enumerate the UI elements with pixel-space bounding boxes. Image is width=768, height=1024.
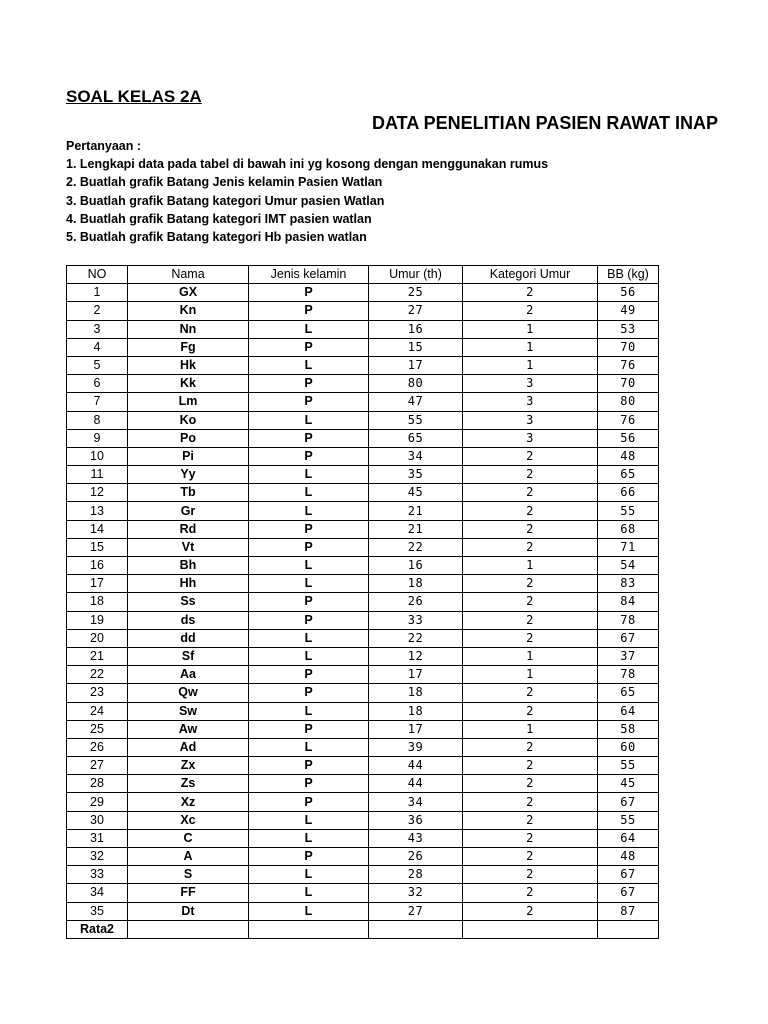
cell-bb[interactable]: 64: [598, 829, 659, 847]
cell-nama[interactable]: Ko: [128, 411, 249, 429]
cell-kategori-umur[interactable]: 2: [463, 866, 598, 884]
header-jenis-kelamin: Jenis kelamin: [249, 266, 369, 284]
cell-kategori-umur[interactable]: 2: [463, 811, 598, 829]
cell-umur[interactable]: 47: [369, 393, 463, 411]
cell-kategori-umur[interactable]: 2: [463, 848, 598, 866]
cell-nama[interactable]: Nn: [128, 320, 249, 338]
cell-nama[interactable]: Fg: [128, 338, 249, 356]
cell-no[interactable]: 8: [67, 411, 128, 429]
cell-umur[interactable]: 21: [369, 502, 463, 520]
cell-nama[interactable]: Gr: [128, 502, 249, 520]
question-item: 5. Buatlah grafik Batang kategori Hb pasien watlan: [66, 230, 367, 245]
cell-bb[interactable]: 55: [598, 757, 659, 775]
cell-bb[interactable]: 37: [598, 647, 659, 665]
cell-bb[interactable]: 78: [598, 611, 659, 629]
cell-umur[interactable]: 18: [369, 702, 463, 720]
cell-jenis-kelamin[interactable]: P: [249, 611, 369, 629]
cell-nama[interactable]: Aw: [128, 720, 249, 738]
table-row: [67, 647, 659, 665]
cell-kategori-umur[interactable]: 2: [463, 629, 598, 647]
cell-bb[interactable]: 67: [598, 629, 659, 647]
cell-bb[interactable]: 65: [598, 684, 659, 702]
cell-kategori-umur[interactable]: 2: [463, 702, 598, 720]
cell-jenis-kelamin[interactable]: L: [249, 829, 369, 847]
table-row: [67, 338, 659, 356]
cell-nama[interactable]: Sf: [128, 647, 249, 665]
header-kategori-umur: Kategori Umur: [463, 266, 598, 284]
average-cell-bb[interactable]: [598, 920, 659, 938]
cell-bb[interactable]: 49: [598, 302, 659, 320]
table-row: [67, 466, 659, 484]
cell-umur[interactable]: 27: [369, 302, 463, 320]
cell-nama[interactable]: Pi: [128, 447, 249, 465]
cell-jenis-kelamin[interactable]: L: [249, 811, 369, 829]
questions-label: Pertanyaan :: [66, 139, 142, 153]
table-row: [67, 593, 659, 611]
table-header-row: [67, 266, 659, 284]
cell-kategori-umur[interactable]: 1: [463, 720, 598, 738]
table-row: [67, 429, 659, 447]
patient-data-table: [66, 265, 659, 939]
cell-umur[interactable]: 28: [369, 866, 463, 884]
cell-nama[interactable]: Aa: [128, 666, 249, 684]
average-cell-nama[interactable]: [128, 920, 249, 938]
cell-umur[interactable]: 25: [369, 284, 463, 302]
cell-bb[interactable]: 67: [598, 866, 659, 884]
table-row: [67, 484, 659, 502]
cell-no[interactable]: 26: [67, 738, 128, 756]
cell-jenis-kelamin[interactable]: P: [249, 720, 369, 738]
cell-jenis-kelamin[interactable]: L: [249, 466, 369, 484]
cell-no[interactable]: 7: [67, 393, 128, 411]
cell-jenis-kelamin[interactable]: P: [249, 793, 369, 811]
table-row: [67, 356, 659, 374]
table-row: [67, 811, 659, 829]
cell-nama[interactable]: Bh: [128, 557, 249, 575]
cell-no[interactable]: 23: [67, 684, 128, 702]
header-no: NO: [67, 266, 128, 284]
cell-kategori-umur[interactable]: 3: [463, 375, 598, 393]
cell-kategori-umur[interactable]: 2: [463, 466, 598, 484]
header-bb: BB (kg): [598, 266, 659, 284]
cell-bb[interactable]: 70: [598, 338, 659, 356]
cell-no[interactable]: 13: [67, 502, 128, 520]
cell-nama[interactable]: Dt: [128, 902, 249, 920]
cell-nama[interactable]: Kn: [128, 302, 249, 320]
cell-nama[interactable]: Ad: [128, 738, 249, 756]
cell-bb[interactable]: 48: [598, 447, 659, 465]
table-row: [67, 848, 659, 866]
cell-nama[interactable]: Tb: [128, 484, 249, 502]
cell-no[interactable]: 28: [67, 775, 128, 793]
cell-umur[interactable]: 34: [369, 793, 463, 811]
cell-nama[interactable]: Qw: [128, 684, 249, 702]
question-item: 2. Buatlah grafik Batang Jenis kelamin Pasien Watlan: [66, 175, 383, 190]
table-row: [67, 866, 659, 884]
cell-no[interactable]: 30: [67, 811, 128, 829]
cell-kategori-umur[interactable]: 3: [463, 411, 598, 429]
cell-kategori-umur[interactable]: 2: [463, 902, 598, 920]
cell-kategori-umur[interactable]: 2: [463, 302, 598, 320]
average-cell-jenis-kelamin[interactable]: [249, 920, 369, 938]
cell-umur[interactable]: 32: [369, 884, 463, 902]
cell-jenis-kelamin[interactable]: P: [249, 375, 369, 393]
table-row: [67, 666, 659, 684]
table-row: [67, 738, 659, 756]
cell-no[interactable]: 12: [67, 484, 128, 502]
cell-no[interactable]: 25: [67, 720, 128, 738]
table-row: [67, 320, 659, 338]
cell-no[interactable]: 18: [67, 593, 128, 611]
cell-kategori-umur[interactable]: 2: [463, 502, 598, 520]
table-row: [67, 502, 659, 520]
cell-bb[interactable]: 58: [598, 720, 659, 738]
cell-kategori-umur[interactable]: 2: [463, 793, 598, 811]
cell-kategori-umur[interactable]: 1: [463, 666, 598, 684]
question-item: 3. Buatlah grafik Batang kategori Umur pasien Watlan: [66, 193, 385, 208]
cell-kategori-umur[interactable]: 2: [463, 538, 598, 556]
cell-nama[interactable]: Xc: [128, 811, 249, 829]
table-row: [67, 538, 659, 556]
cell-jenis-kelamin[interactable]: L: [249, 356, 369, 374]
cell-umur[interactable]: 55: [369, 411, 463, 429]
cell-nama[interactable]: Kk: [128, 375, 249, 393]
table-row: [67, 793, 659, 811]
cell-no[interactable]: 10: [67, 447, 128, 465]
cell-jenis-kelamin[interactable]: L: [249, 738, 369, 756]
cell-jenis-kelamin[interactable]: P: [249, 666, 369, 684]
cell-no[interactable]: 17: [67, 575, 128, 593]
cell-no[interactable]: 31: [67, 829, 128, 847]
cell-kategori-umur[interactable]: 2: [463, 447, 598, 465]
cell-bb[interactable]: 70: [598, 375, 659, 393]
cell-jenis-kelamin[interactable]: L: [249, 320, 369, 338]
cell-kategori-umur[interactable]: 2: [463, 284, 598, 302]
cell-no[interactable]: 32: [67, 848, 128, 866]
cell-jenis-kelamin[interactable]: P: [249, 775, 369, 793]
cell-nama[interactable]: A: [128, 848, 249, 866]
cell-kategori-umur[interactable]: 3: [463, 429, 598, 447]
table-row: [67, 284, 659, 302]
cell-umur[interactable]: 45: [369, 484, 463, 502]
cell-kategori-umur[interactable]: 2: [463, 611, 598, 629]
cell-bb[interactable]: 67: [598, 884, 659, 902]
cell-nama[interactable]: Sw: [128, 702, 249, 720]
cell-nama[interactable]: C: [128, 829, 249, 847]
cell-umur[interactable]: 26: [369, 593, 463, 611]
cell-jenis-kelamin[interactable]: P: [249, 593, 369, 611]
cell-umur[interactable]: 39: [369, 738, 463, 756]
table-row: [67, 775, 659, 793]
cell-kategori-umur[interactable]: 1: [463, 647, 598, 665]
cell-jenis-kelamin[interactable]: P: [249, 338, 369, 356]
cell-bb[interactable]: 48: [598, 848, 659, 866]
cell-kategori-umur[interactable]: 3: [463, 393, 598, 411]
table-row: [67, 575, 659, 593]
cell-umur[interactable]: 18: [369, 684, 463, 702]
cell-umur[interactable]: 44: [369, 757, 463, 775]
table-row: [67, 302, 659, 320]
cell-no[interactable]: 6: [67, 375, 128, 393]
average-cell-kategori-umur[interactable]: [463, 920, 598, 938]
table-row: [67, 557, 659, 575]
cell-kategori-umur[interactable]: 2: [463, 575, 598, 593]
cell-nama[interactable]: Zx: [128, 757, 249, 775]
table-row: [67, 629, 659, 647]
cell-umur[interactable]: 17: [369, 720, 463, 738]
average-row: [67, 920, 659, 938]
cell-bb[interactable]: 67: [598, 793, 659, 811]
cell-bb[interactable]: 76: [598, 411, 659, 429]
cell-umur[interactable]: 16: [369, 557, 463, 575]
cell-kategori-umur[interactable]: 2: [463, 829, 598, 847]
cell-bb[interactable]: 78: [598, 666, 659, 684]
cell-nama[interactable]: Hk: [128, 356, 249, 374]
cell-bb[interactable]: 53: [598, 320, 659, 338]
table-row: [67, 720, 659, 738]
table-body: [67, 284, 659, 921]
cell-jenis-kelamin[interactable]: P: [249, 284, 369, 302]
cell-kategori-umur[interactable]: 1: [463, 557, 598, 575]
cell-no[interactable]: 35: [67, 902, 128, 920]
cell-jenis-kelamin[interactable]: P: [249, 684, 369, 702]
cell-bb[interactable]: 54: [598, 557, 659, 575]
cell-no[interactable]: 19: [67, 611, 128, 629]
sheet-title: DATA PENELITIAN PASIEN RAWAT INAP: [372, 113, 719, 133]
cell-umur[interactable]: 17: [369, 666, 463, 684]
table-row: [67, 411, 659, 429]
table-row: [67, 520, 659, 538]
cell-nama[interactable]: Ss: [128, 593, 249, 611]
table-row: [67, 902, 659, 920]
cell-umur[interactable]: 22: [369, 538, 463, 556]
cell-jenis-kelamin[interactable]: P: [249, 848, 369, 866]
cell-nama[interactable]: Yy: [128, 466, 249, 484]
cell-no[interactable]: 9: [67, 429, 128, 447]
cell-umur[interactable]: 65: [369, 429, 463, 447]
cell-jenis-kelamin[interactable]: L: [249, 411, 369, 429]
cell-umur[interactable]: 12: [369, 647, 463, 665]
cell-umur[interactable]: 15: [369, 338, 463, 356]
table-row: [67, 684, 659, 702]
cell-no[interactable]: 20: [67, 629, 128, 647]
cell-jenis-kelamin[interactable]: L: [249, 557, 369, 575]
cell-umur[interactable]: 17: [369, 356, 463, 374]
table-row: [67, 757, 659, 775]
cell-no[interactable]: 1: [67, 284, 128, 302]
average-label: Rata2: [67, 920, 128, 938]
cell-jenis-kelamin[interactable]: L: [249, 629, 369, 647]
cell-nama[interactable]: Rd: [128, 520, 249, 538]
cell-umur[interactable]: 34: [369, 447, 463, 465]
cell-nama[interactable]: Hh: [128, 575, 249, 593]
average-cell-umur[interactable]: [369, 920, 463, 938]
table-row: [67, 611, 659, 629]
cell-no[interactable]: 14: [67, 520, 128, 538]
cell-kategori-umur[interactable]: 2: [463, 684, 598, 702]
cell-no[interactable]: 16: [67, 557, 128, 575]
cell-kategori-umur[interactable]: 2: [463, 738, 598, 756]
cell-jenis-kelamin[interactable]: L: [249, 884, 369, 902]
cell-bb[interactable]: 83: [598, 575, 659, 593]
cell-umur[interactable]: 18: [369, 575, 463, 593]
cell-no[interactable]: 29: [67, 793, 128, 811]
cell-jenis-kelamin[interactable]: P: [249, 520, 369, 538]
table-row: [67, 375, 659, 393]
cell-bb[interactable]: 87: [598, 902, 659, 920]
cell-jenis-kelamin[interactable]: P: [249, 393, 369, 411]
cell-umur[interactable]: 44: [369, 775, 463, 793]
cell-no[interactable]: 15: [67, 538, 128, 556]
cell-no[interactable]: 34: [67, 884, 128, 902]
cell-umur[interactable]: 27: [369, 902, 463, 920]
cell-bb[interactable]: 68: [598, 520, 659, 538]
cell-no[interactable]: 2: [67, 302, 128, 320]
sheet-heading: SOAL KELAS 2A: [66, 87, 202, 106]
cell-jenis-kelamin[interactable]: P: [249, 429, 369, 447]
cell-bb[interactable]: 65: [598, 466, 659, 484]
cell-kategori-umur[interactable]: 2: [463, 775, 598, 793]
cell-no[interactable]: 4: [67, 338, 128, 356]
table-row: [67, 884, 659, 902]
cell-kategori-umur[interactable]: 2: [463, 484, 598, 502]
cell-bb[interactable]: 64: [598, 702, 659, 720]
cell-kategori-umur[interactable]: 1: [463, 320, 598, 338]
cell-bb[interactable]: 45: [598, 775, 659, 793]
cell-nama[interactable]: ds: [128, 611, 249, 629]
cell-bb[interactable]: 84: [598, 593, 659, 611]
cell-nama[interactable]: Zs: [128, 775, 249, 793]
cell-kategori-umur[interactable]: 2: [463, 520, 598, 538]
cell-umur[interactable]: 22: [369, 629, 463, 647]
question-item: 4. Buatlah grafik Batang kategori IMT pasien watlan: [66, 211, 372, 226]
cell-nama[interactable]: S: [128, 866, 249, 884]
cell-nama[interactable]: dd: [128, 629, 249, 647]
table-row: [67, 702, 659, 720]
cell-nama[interactable]: Vt: [128, 538, 249, 556]
cell-umur[interactable]: 21: [369, 520, 463, 538]
cell-bb[interactable]: 55: [598, 811, 659, 829]
cell-nama[interactable]: Lm: [128, 393, 249, 411]
cell-no[interactable]: 5: [67, 356, 128, 374]
cell-bb[interactable]: 56: [598, 284, 659, 302]
cell-umur[interactable]: 26: [369, 848, 463, 866]
table-row: [67, 447, 659, 465]
cell-bb[interactable]: 71: [598, 538, 659, 556]
question-item: 1. Lengkapi data pada tabel di bawah ini yg kosong dengan menggunakan rumus: [66, 157, 549, 172]
cell-jenis-kelamin[interactable]: L: [249, 575, 369, 593]
cell-no[interactable]: 11: [67, 466, 128, 484]
cell-no[interactable]: 3: [67, 320, 128, 338]
cell-no[interactable]: 33: [67, 866, 128, 884]
cell-jenis-kelamin[interactable]: L: [249, 902, 369, 920]
cell-kategori-umur[interactable]: 1: [463, 338, 598, 356]
cell-umur[interactable]: 43: [369, 829, 463, 847]
cell-jenis-kelamin[interactable]: L: [249, 866, 369, 884]
cell-kategori-umur[interactable]: 1: [463, 356, 598, 374]
cell-kategori-umur[interactable]: 2: [463, 593, 598, 611]
header-nama: Nama: [128, 266, 249, 284]
cell-nama[interactable]: FF: [128, 884, 249, 902]
cell-nama[interactable]: Po: [128, 429, 249, 447]
cell-bb[interactable]: 60: [598, 738, 659, 756]
cell-jenis-kelamin[interactable]: L: [249, 647, 369, 665]
cell-kategori-umur[interactable]: 2: [463, 884, 598, 902]
cell-bb[interactable]: 80: [598, 393, 659, 411]
cell-jenis-kelamin[interactable]: P: [249, 757, 369, 775]
cell-no[interactable]: 22: [67, 666, 128, 684]
cell-jenis-kelamin[interactable]: P: [249, 538, 369, 556]
cell-umur[interactable]: 33: [369, 611, 463, 629]
cell-bb[interactable]: 56: [598, 429, 659, 447]
cell-no[interactable]: 21: [67, 647, 128, 665]
cell-umur[interactable]: 35: [369, 466, 463, 484]
cell-jenis-kelamin[interactable]: P: [249, 302, 369, 320]
cell-umur[interactable]: 36: [369, 811, 463, 829]
question-list: [66, 137, 548, 246]
table-row: [67, 829, 659, 847]
header-umur: Umur (th): [369, 266, 463, 284]
cell-bb[interactable]: 55: [598, 502, 659, 520]
cell-nama[interactable]: GX: [128, 284, 249, 302]
table-row: [67, 393, 659, 411]
cell-jenis-kelamin[interactable]: P: [249, 447, 369, 465]
cell-kategori-umur[interactable]: 2: [463, 757, 598, 775]
cell-jenis-kelamin[interactable]: L: [249, 484, 369, 502]
cell-jenis-kelamin[interactable]: L: [249, 502, 369, 520]
cell-no[interactable]: 27: [67, 757, 128, 775]
cell-bb[interactable]: 76: [598, 356, 659, 374]
cell-umur[interactable]: 80: [369, 375, 463, 393]
cell-umur[interactable]: 16: [369, 320, 463, 338]
cell-jenis-kelamin[interactable]: L: [249, 702, 369, 720]
cell-no[interactable]: 24: [67, 702, 128, 720]
cell-nama[interactable]: Xz: [128, 793, 249, 811]
cell-bb[interactable]: 66: [598, 484, 659, 502]
